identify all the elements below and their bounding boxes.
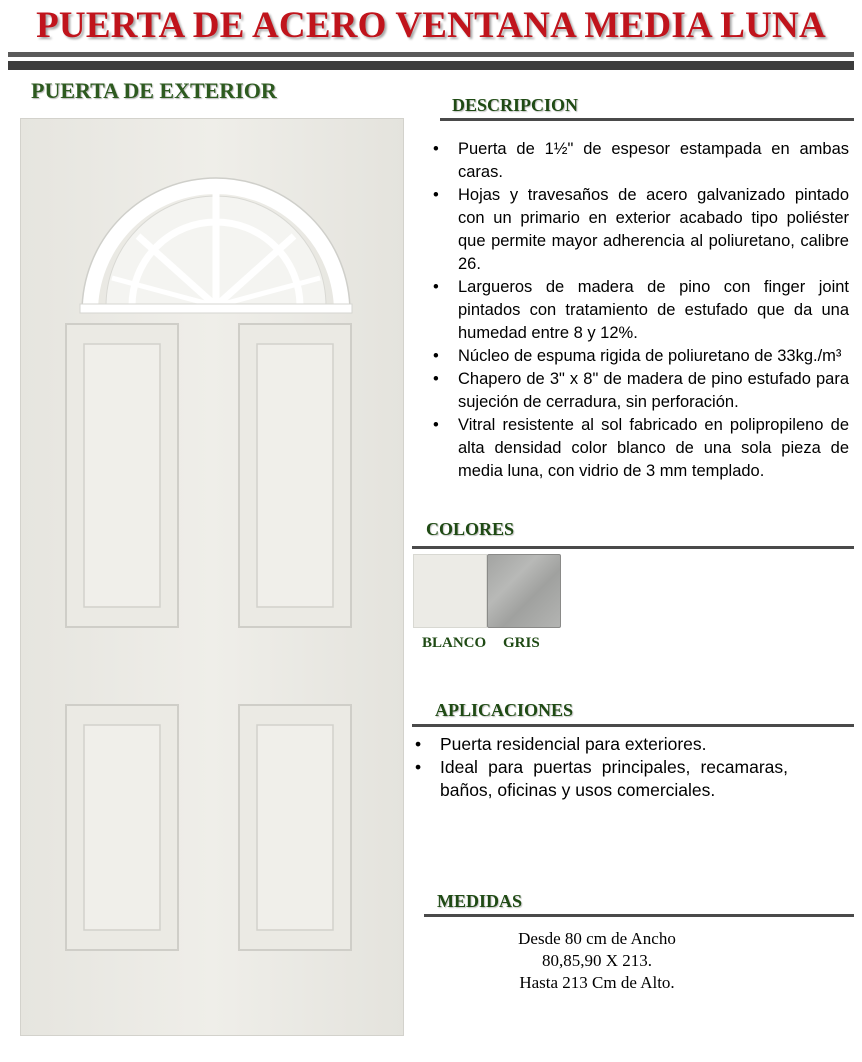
medidas-line: Desde 80 cm de Ancho: [518, 929, 676, 948]
list-item: • Hojas y travesaños de acero galvanizado pintado con un primario en exterior acabado tipo poliéster que permite mayor adherencia al poliuretano, calibre 26.: [458, 184, 849, 276]
medidas-heading: MEDIDAS: [437, 891, 523, 911]
door-image: [20, 118, 404, 1036]
descripcion-list: [458, 138, 849, 483]
list-item: • Largueros de madera de pino con finger joint pintados con tratamiento de estufado que da una humedad entre 8 y 12%.: [458, 276, 849, 345]
list-item: • Núcleo de espuma rigida de poliuretano de 33kg./m³: [458, 345, 849, 368]
aplicaciones-list: [440, 733, 788, 802]
product-subtitle: PUERTA DE EXTERIOR: [31, 78, 277, 103]
medidas-text: [462, 928, 732, 994]
aplicaciones-rule: [412, 724, 854, 727]
list-item: • Vitral resistente al sol fabricado en polipropileno de alta densidad color blanco de una sola pieza de media luna, con vidrio de 3 mm templado.: [458, 414, 849, 483]
title-rule-thin: [8, 52, 854, 57]
aplicaciones-heading: APLICACIONES: [435, 700, 574, 720]
door-panel-bottom-left: [66, 705, 178, 950]
page-title: PUERTA DE ACERO VENTANA MEDIA LUNA: [36, 5, 826, 46]
descripcion-heading: DESCRIPCION: [452, 95, 579, 115]
medidas-line: Hasta 213 Cm de Alto.: [519, 973, 675, 992]
door-panel-top-left: [66, 324, 178, 627]
list-item: • Puerta residencial para exteriores.: [440, 733, 788, 756]
door-panel-bottom-right: [239, 705, 351, 950]
swatch-gris: [487, 554, 561, 628]
swatch-blanco: [413, 554, 487, 628]
title-rule-thick: [8, 61, 854, 70]
list-item: • Ideal para puertas principales, recamaras, baños, oficinas y usos comerciales.: [440, 756, 788, 802]
door-panel-top-right: [239, 324, 351, 627]
colores-heading: COLORES: [426, 519, 515, 539]
medidas-line: 80,85,90 X 213.: [541, 951, 653, 970]
swatch-label-blanco: BLANCO: [422, 635, 487, 651]
list-item: • Chapero de 3" x 8" de madera de pino estufado para sujeción de cerradura, sin perforación.: [458, 368, 849, 414]
medidas-rule: [424, 914, 854, 917]
colores-rule: [412, 546, 854, 549]
descripcion-rule: [440, 118, 854, 121]
list-item: • Puerta de 1½" de espesor estampada en ambas caras.: [458, 138, 849, 184]
swatch-label-gris: GRIS: [503, 635, 540, 651]
